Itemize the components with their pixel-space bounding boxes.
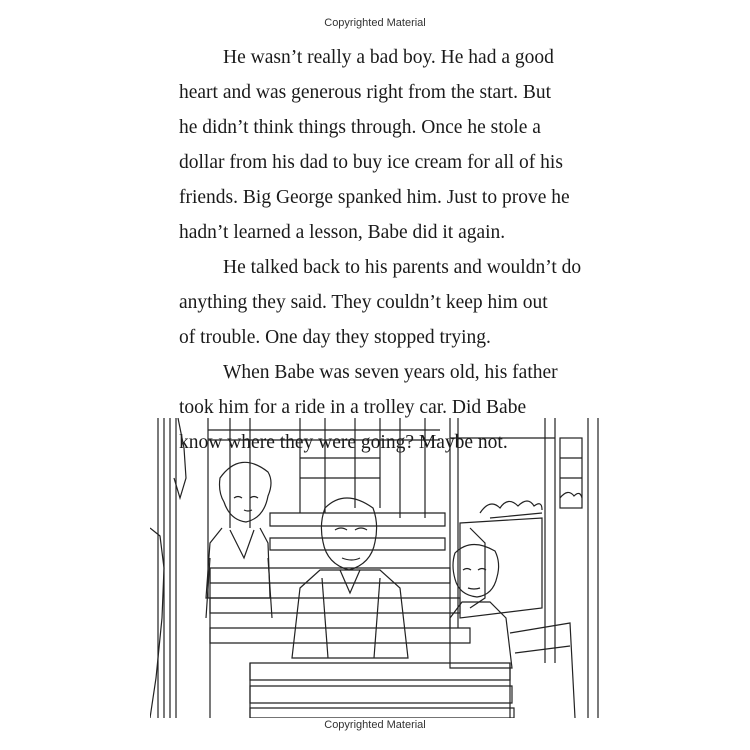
paragraph-2 <box>179 250 582 355</box>
paragraph-1 <box>179 40 579 250</box>
trolley-window <box>450 418 598 718</box>
text-line: know where they were going? Maybe not. <box>179 432 508 453</box>
woman-figure <box>206 462 272 618</box>
copyright-header: Copyrighted Material <box>324 17 426 29</box>
trolley-illustration <box>150 418 605 718</box>
boy-figure <box>450 544 512 668</box>
back-bench <box>270 513 445 550</box>
text-line: dollar from his dad to buy ice cream for all of his <box>179 152 563 173</box>
body-text <box>179 40 582 460</box>
trolley-back-wall <box>208 418 440 598</box>
father-figure <box>292 498 408 658</box>
text-line: hadn’t learned a lesson, Babe did it again. <box>179 222 506 243</box>
side-bench <box>510 623 575 718</box>
text-line: He wasn’t really a bad boy. He had a good <box>223 47 554 68</box>
copyright-footer: Copyrighted Material <box>324 719 426 731</box>
middle-bench <box>210 568 470 718</box>
text-line: He talked back to his parents and wouldn’t do <box>223 257 582 278</box>
trolley-pillar <box>150 418 186 718</box>
front-bench <box>250 663 514 718</box>
text-line: When Babe was seven years old, his father <box>223 362 558 383</box>
text-line: took him for a ride in a trolley car. Did Babe <box>179 397 527 418</box>
text-line: anything they said. They couldn’t keep him out <box>179 292 548 313</box>
text-line: of trouble. One day they stopped trying. <box>179 327 491 348</box>
text-line: friends. Big George spanked him. Just to prove he <box>179 187 570 208</box>
text-line: heart and was generous right from the start. But <box>179 82 552 103</box>
text-line: he didn’t think things through. Once he stole a <box>179 117 541 138</box>
